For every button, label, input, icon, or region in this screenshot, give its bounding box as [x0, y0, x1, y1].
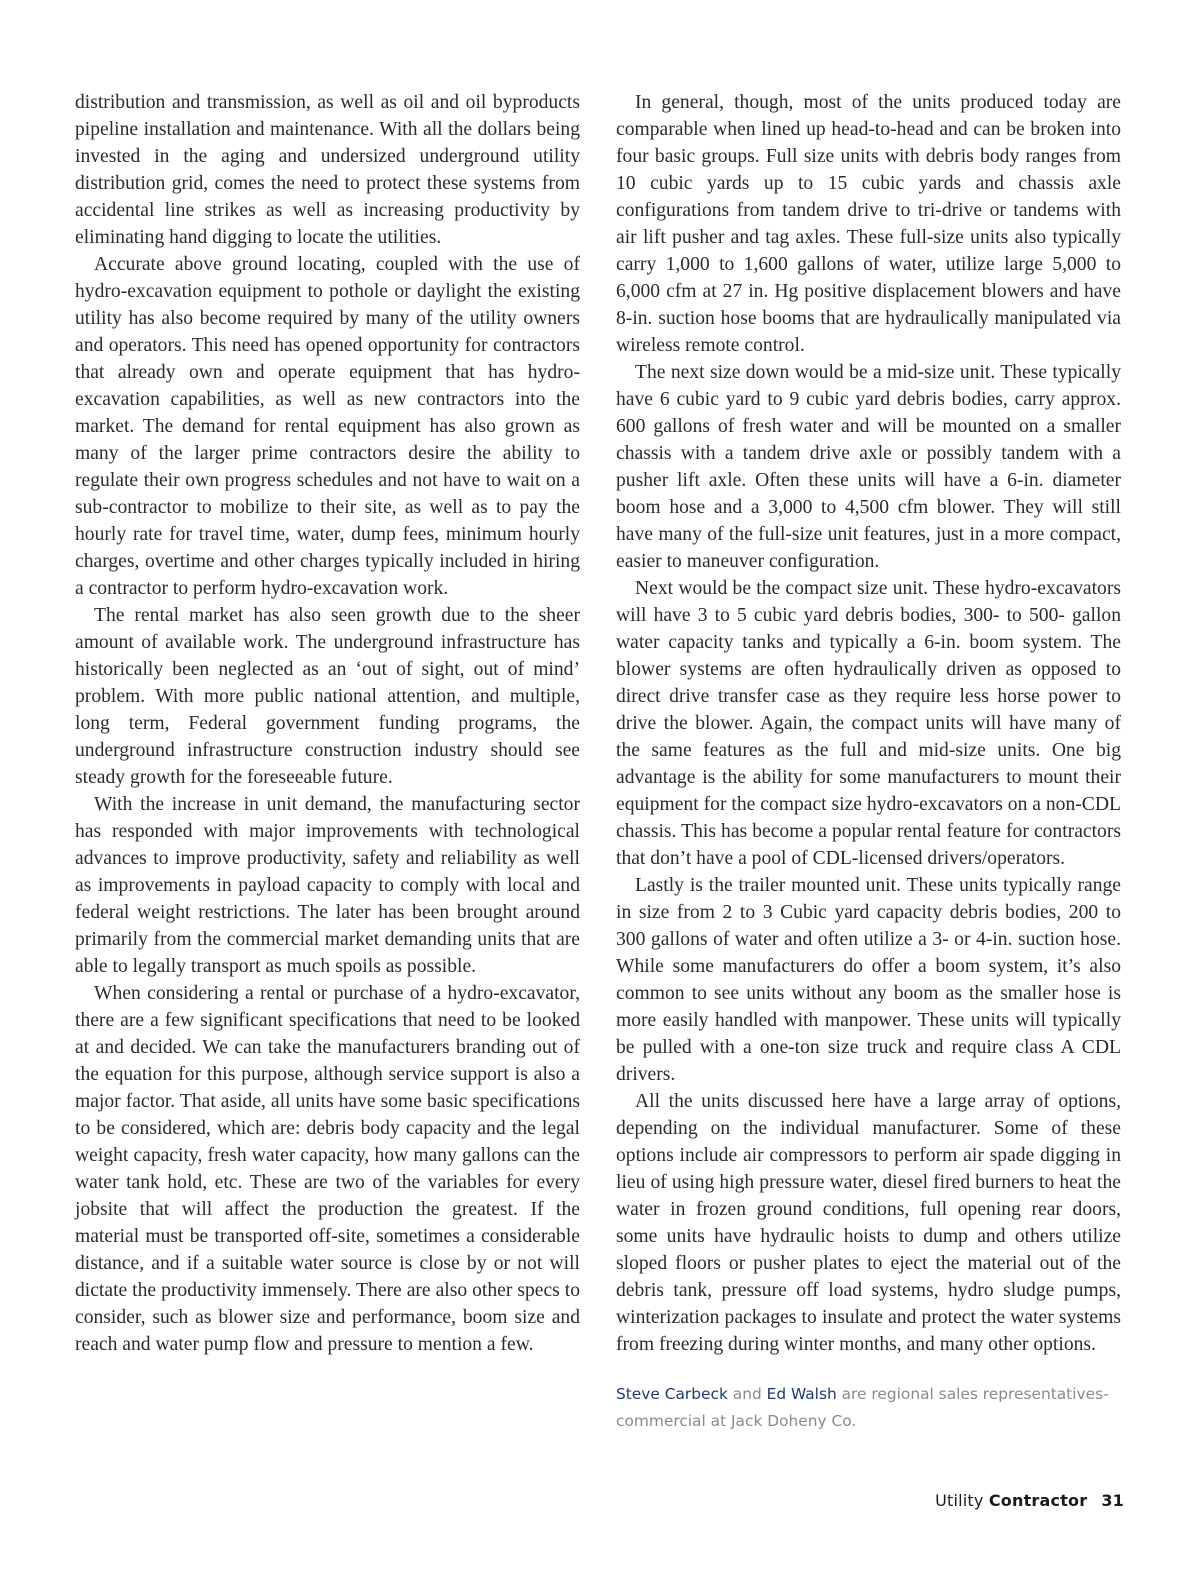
- author-name: Steve Carbeck: [616, 1385, 728, 1403]
- paragraph: The rental market has also seen growth due to the sheer amount of available work. The underground infrastructure has historically been neglected as an ‘out of sight, out of mind’ problem. With more public national attention, and multiple, long term, Federal government funding programs, the underground infrastructure construction industry should see steady growth for the foreseeable future.: [75, 605, 580, 788]
- paragraph: Accurate above ground locating, coupled with the use of hydro-excavation equipment to pothole or daylight the existing utility has also become required by many of the utility owners and operators. This need has opened opportunity for contractors that already own and operate equipment that has hydro-excavation capabilities, as well as new contractors into the market. The demand for rental equipment has also grown as many of the larger prime contractors desire the ability to regulate their own progress schedules and not have to wait on a sub-contractor to mobilize to their site, as well as to pay the hourly rate for travel time, water, dump fees, minimum hourly charges, overtime and other charges typically included in hiring a contractor to perform hydro-excavation work.: [75, 254, 580, 599]
- paragraph: Next would be the compact size unit. These hydro-excavators will have 3 to 5 cubic yard debris bodies, 300- to 500- gallon water capacity tanks and typically a 6-in. boom system. The blower systems are often hydraulically driven as opposed to direct drive transfer case as they require less horse power to drive the blower. Again, the compact units will have many of the same features as the full and mid-size units. One big advantage is the ability for some manufacturers to mount their equipment for the compact size hydro-excavators on a non-CDL chassis. This has become a popular rental feature for contractors that don’t have a pool of CDL-licensed drivers/operators.: [616, 578, 1121, 869]
- paragraph: With the increase in unit demand, the manufacturing sector has responded with major improvements with technological advances to improve productivity, safety and reliability as well as improvements in payload capacity to comply with local and federal weight restrictions. The later has been brought around primarily from the commercial market demanding units that are able to legally transport as much spoils as possible.: [75, 794, 580, 977]
- author-byline: [616, 1381, 1121, 1435]
- paragraph: The next size down would be a mid-size unit. These typically have 6 cubic yard to 9 cubic yard debris bodies, carry approx. 600 gallons of fresh water and will be mounted on a smaller chassis with a tandem drive axle or possibly tandem with a pusher lift axle. Often these units will have a 6-in. diameter boom hose and a 3,000 to 4,500 cfm blower. They will still have many of the full-size unit features, just in a more compact, easier to maneuver configuration.: [616, 362, 1121, 572]
- magazine-name-light: Utility: [935, 1491, 989, 1510]
- byline-conjunction: and: [727, 1385, 767, 1403]
- article-left-column: [75, 89, 580, 1358]
- author-name: Ed Walsh: [766, 1385, 837, 1403]
- paragraph: In general, though, most of the units produced today are comparable when lined up head-to-head and can be broken into four basic groups. Full size units with debris body ranges from 10 cubic yards up to 15 cubic yards and chassis axle configurations from tandem drive to tri-drive or tandems with air lift pusher and tag axles. These full-size units also typically carry 1,000 to 1,600 gallons of water, utilize large 5,000 to 6,000 cfm at 27 in. Hg positive displacement blowers and have 8-in. suction hose booms that are hydraulically manipulated via wireless remote control.: [616, 92, 1121, 356]
- byline-description: are regional sales representatives-commercial at Jack Doheny Co.: [616, 1385, 1109, 1430]
- page-footer: [935, 1491, 1124, 1510]
- paragraph: distribution and transmission, as well as oil and oil byproducts pipeline installation and maintenance. With all the dollars being invested in the aging and undersized underground utility distribution grid, comes the need to protect these systems from accidental line strikes as well as increasing productivity by eliminating hand digging to locate the utilities.: [75, 92, 580, 248]
- magazine-name-bold: Contractor: [988, 1491, 1088, 1510]
- paragraph: All the units discussed here have a large array of options, depending on the individual manufacturer. Some of these options include air compressors to perform air spade digging in lieu of using high pressure water, diesel fired burners to heat the water in frozen ground conditions, full opening rear doors, some units have hydraulic hoists to dump and others utilize sloped floors or pusher plates to eject the material out of the debris tank, pressure off load systems, hydro sludge pumps, winterization packages to insulate and protect the water systems from freezing during winter months, and many other options.: [616, 1091, 1121, 1355]
- paragraph: Lastly is the trailer mounted unit. These units typically range in size from 2 to 3 Cubic yard capacity debris bodies, 200 to 300 gallons of water and often utilize a 3- or 4-in. suction hose. While some manufacturers do offer a boom system, it’s also common to see units without any boom as the smaller hose is more easily handled with manpower. These units will typically be pulled with a one-ton size truck and require class A CDL drivers.: [616, 875, 1121, 1085]
- page-number: 31: [1101, 1491, 1124, 1510]
- paragraph: When considering a rental or purchase of a hydro-excavator, there are a few significant specifications that need to be looked at and decided. We can take the manufacturers branding out of the equation for this purpose, although service support is also a major factor. That aside, all units have some basic specifications to be considered, which are: debris body capacity and the legal weight capacity, fresh water capacity, how many gallons can the water tank hold, etc. These are two of the variables for every jobsite that will affect the production the greatest. If the material must be transported off-site, sometimes a considerable distance, and if a suitable water source is close by or not will dictate the productivity immensely. There are also other specs to consider, such as blower size and performance, boom size and reach and water pump flow and pressure to mention a few.: [75, 983, 580, 1355]
- article-right-column: [616, 89, 1121, 1435]
